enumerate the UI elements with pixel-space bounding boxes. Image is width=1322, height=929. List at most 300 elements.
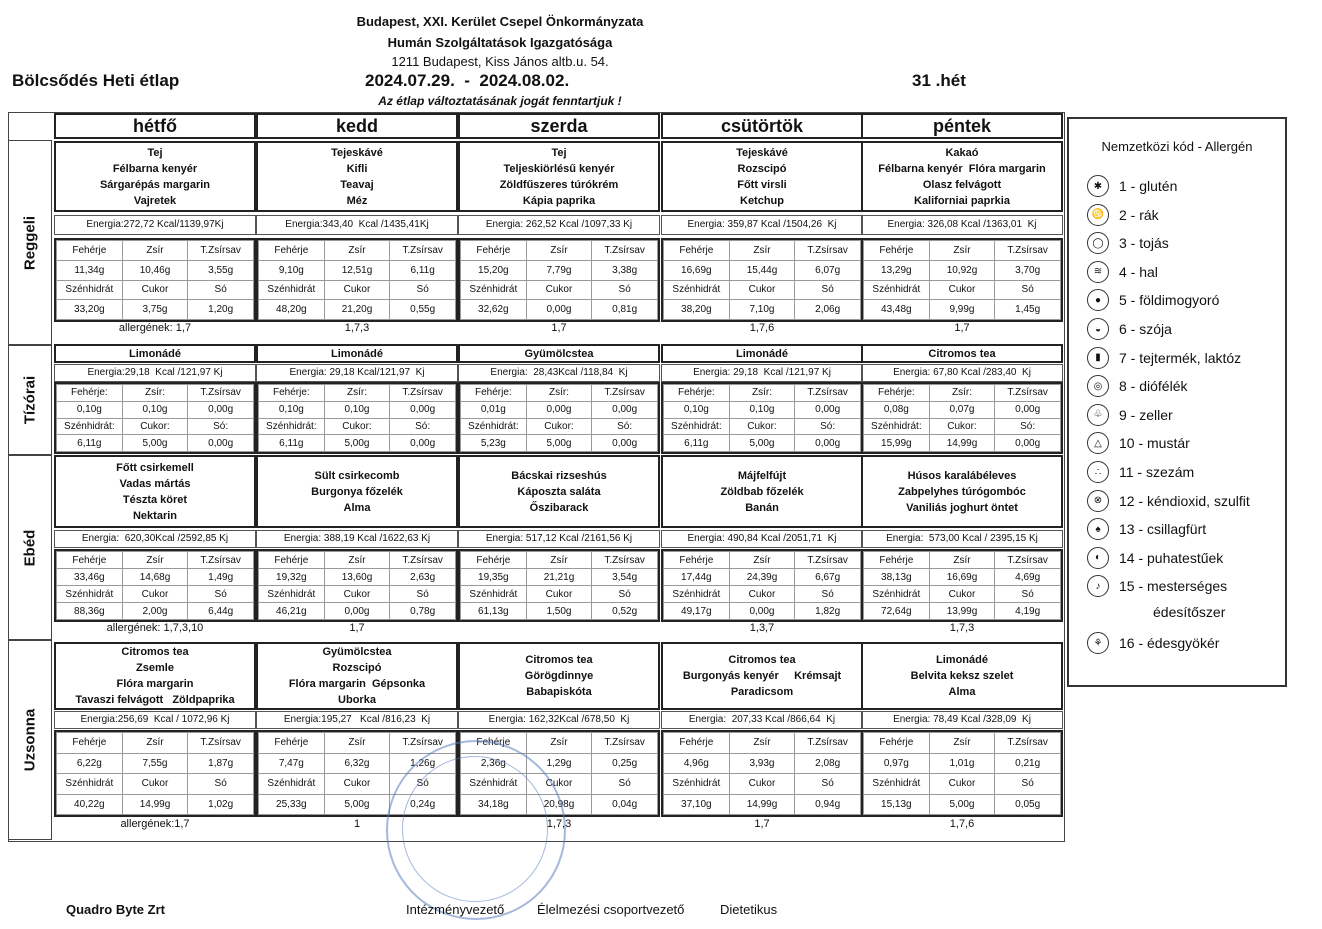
energy-value: Energia:29,18 Kcal /121,97 Kj <box>54 364 256 382</box>
nutrient-value: 2,08g <box>795 753 861 774</box>
nutrient-label: T.Zsírsav <box>995 241 1061 261</box>
nutrient-label: T.Zsírsav <box>188 385 254 402</box>
nutrient-label: Só <box>995 586 1061 603</box>
nutrient-value: 13,99g <box>929 603 995 620</box>
nutrient-label: Zsír <box>122 241 188 261</box>
legend-label-continued: édesítőszer <box>1153 604 1226 620</box>
meal-item: Sárgarépás margarin <box>99 178 211 191</box>
nutrient-label: Szénhidrát: <box>664 418 730 435</box>
nutrient-value: 16,69g <box>664 260 730 280</box>
nutrient-value: 5,00g <box>526 435 592 452</box>
nutrient-value: 2,36g <box>461 753 527 774</box>
meal-item: Tej <box>551 146 567 159</box>
meal-box <box>458 455 660 528</box>
nutrition-table <box>661 730 863 817</box>
nutrient-label: Fehérje <box>259 552 325 569</box>
nutrient-value: 0,00g <box>795 435 861 452</box>
nutrient-label: Cukor: <box>729 418 795 435</box>
energy-value: Energia: 207,33 Kcal /866,64 Kj <box>661 711 863 729</box>
section-tizorai <box>8 345 52 455</box>
nutrient-value: 17,44g <box>664 569 730 586</box>
nutrient-value: 24,39g <box>729 569 795 586</box>
nutrient-label: Cukor <box>526 280 592 300</box>
meal-item: Teavaj <box>340 178 374 191</box>
legend-label: 2 - rák <box>1119 206 1159 223</box>
energy-value: Energia: 162,32Kcal /678,50 Kj <box>458 711 660 729</box>
nutrient-label: Cukor <box>929 774 995 795</box>
nutrient-label: Zsír <box>526 241 592 261</box>
energy-value: Energia: 573,00 Kcal / 2395,15 Kj <box>861 530 1063 548</box>
meal-item: Citromos tea <box>121 646 189 658</box>
energy-value: Energia: 78,49 Kcal /328,09 Kj <box>861 711 1063 729</box>
official-stamp <box>386 740 566 920</box>
nutrient-label: Cukor: <box>324 418 390 435</box>
nutrient-value: 88,36g <box>57 603 123 620</box>
allergen-codes: 1,7,3 <box>949 622 975 634</box>
nutrient-label: Zsír: <box>324 385 390 402</box>
date-range: 2024.07.29. - 2024.08.02. <box>365 71 570 90</box>
nutrient-label: Só <box>592 280 658 300</box>
nutrient-label: Só <box>592 586 658 603</box>
lupin-icon: ♠ <box>1087 518 1109 540</box>
nutrient-value: 6,07g <box>795 260 861 280</box>
nutrient-value: 5,00g <box>729 435 795 452</box>
nutrient-value: 38,20g <box>664 300 730 320</box>
egg-icon: ◯ <box>1087 232 1109 254</box>
legend-label: 15 - mesterséges <box>1119 578 1228 595</box>
nutrient-value: 5,00g <box>122 435 188 452</box>
allergen-codes: 1,7 <box>954 322 970 334</box>
meal-box <box>54 344 256 363</box>
nutrient-label: Zsír <box>929 241 995 261</box>
nutrient-label: T.Zsírsav <box>995 733 1061 754</box>
nutrient-label: Fehérje <box>259 733 325 754</box>
section-label: Tízórai <box>21 375 39 425</box>
meal-item: Zsemle <box>136 662 174 674</box>
nutrient-value: 20,98g <box>526 794 592 815</box>
section-ebed <box>8 455 52 640</box>
legend-label: 1 - glutén <box>1119 178 1178 194</box>
nutrient-label: Só: <box>795 418 861 435</box>
nutrient-label: Cukor <box>122 280 188 300</box>
company-name: Quadro Byte Zrt <box>66 902 165 917</box>
nutrient-value: 0,00g <box>390 401 456 418</box>
nutrient-value: 0,00g <box>526 401 592 418</box>
nutrient-label: Cukor <box>526 774 592 795</box>
nutrient-label: Cukor: <box>122 418 188 435</box>
legend-item <box>1087 175 1177 197</box>
legend-item <box>1087 232 1169 254</box>
energy-value: Energia: 517,12 Kcal /2161,56 Kj <box>458 530 660 548</box>
nutrient-label: Fehérje <box>259 241 325 261</box>
energy-value: Energia: 388,19 Kcal /1622,63 Kj <box>256 530 458 548</box>
nutrient-label: Szénhidrát <box>864 586 930 603</box>
nutrient-value: 3,38g <box>592 260 658 280</box>
nutrient-label: Só <box>795 586 861 603</box>
energy-value: Energia: 28,43Kcal /118,84 Kj <box>458 364 660 382</box>
nutrient-value: 13,29g <box>864 260 930 280</box>
stamp-inner-ring <box>402 756 548 902</box>
nutrient-label: T.Zsírsav <box>592 241 658 261</box>
nutrient-label: Fehérje: <box>461 385 527 402</box>
nutrient-label: Szénhidrát <box>259 280 325 300</box>
nutrition-table <box>661 549 863 622</box>
legend-item <box>1087 204 1159 226</box>
nutrient-label: Só: <box>188 418 254 435</box>
meal-item: Tej <box>147 146 163 159</box>
document-title: Bölcsődés Heti étlap <box>12 71 180 90</box>
org-name-2: Humán Szolgáltatások Igazgatósága <box>387 35 613 50</box>
sulfite-icon: ⊗ <box>1087 490 1109 512</box>
meal-item: Kaliforniai paprkia <box>914 194 1010 207</box>
nutrient-value: 1,29g <box>526 753 592 774</box>
nutrient-label: Zsír <box>122 733 188 754</box>
signature-label-dietitian: Dietetikus <box>720 902 778 917</box>
meal-item: Görögdinnye <box>524 670 594 682</box>
meal-item: Rozscipó <box>737 162 787 175</box>
nutrient-label: Fehérje <box>461 241 527 261</box>
nutrient-value: 10,92g <box>929 260 995 280</box>
nutrient-value: 6,11g <box>259 435 325 452</box>
nutrient-value: 6,22g <box>57 753 123 774</box>
milk-icon: ▮ <box>1087 347 1109 369</box>
nutrient-label: Zsír <box>729 241 795 261</box>
nutrient-value: 1,20g <box>188 300 254 320</box>
nutrient-label: Szénhidrát <box>259 586 325 603</box>
nutrient-label: T.Zsírsav <box>188 552 254 569</box>
nutrient-value: 49,17g <box>664 603 730 620</box>
nutrition-table <box>861 238 1063 322</box>
meal-item: Zabpelyhes túrógombóc <box>898 485 1026 498</box>
nutrient-value: 15,44g <box>729 260 795 280</box>
nutrient-value: 33,46g <box>57 569 123 586</box>
allergen-codes: 1,7,3 <box>546 818 572 830</box>
nutrient-label: T.Zsírsav <box>592 385 658 402</box>
nutrient-label: Szénhidrát <box>864 774 930 795</box>
nutrient-label: Szénhidrát <box>664 586 730 603</box>
nutrition-table <box>661 382 863 454</box>
nutrient-label: T.Zsírsav <box>795 552 861 569</box>
meal-item: Uborka <box>338 694 376 706</box>
sweetener-icon: ♪ <box>1087 575 1109 597</box>
nutrient-label: Szénhidrát <box>461 280 527 300</box>
nutrient-label: Só: <box>592 418 658 435</box>
legend-label: 14 - puhatestűek <box>1119 549 1224 566</box>
meal-item: Félbarna kenyér Flóra margarin <box>878 162 1046 175</box>
nutrient-label: Fehérje <box>664 241 730 261</box>
nutrient-label: Zsír <box>929 733 995 754</box>
nutrient-value: 6,44g <box>188 603 254 620</box>
legend-label: 10 - mustár <box>1119 435 1190 452</box>
nutrient-value: 0,01g <box>461 401 527 418</box>
nutrient-value: 0,10g <box>729 401 795 418</box>
energy-value: Energia:272,72 Kcal/1139,97Kj <box>54 215 256 235</box>
nutrient-label: Zsír: <box>122 385 188 402</box>
section-reggeli <box>8 140 52 345</box>
legend-item <box>1087 261 1158 283</box>
nutrient-value: 5,00g <box>929 794 995 815</box>
nutrient-value: 12,51g <box>324 260 390 280</box>
nutrient-value: 14,99g <box>929 435 995 452</box>
meal-box <box>861 642 1063 710</box>
peanut-icon: ● <box>1087 289 1109 311</box>
fish-icon: ≋ <box>1087 261 1109 283</box>
nutrient-value: 0,00g <box>324 603 390 620</box>
legend-title: Nemzetközi kód - Allergén <box>1101 139 1253 154</box>
allergen-codes: 1,7,6 <box>949 818 975 830</box>
meal-item: Teljeskiörlésű kenyér <box>503 162 615 175</box>
meal-item: Főtt virsli <box>737 178 787 191</box>
meal-item: Nektarin <box>132 509 178 522</box>
nutrient-label: Zsír <box>526 733 592 754</box>
allergen-codes: 1,7,3 <box>344 322 370 334</box>
nutrient-label: Só <box>995 280 1061 300</box>
nutrient-label: Cukor: <box>526 418 592 435</box>
nutrient-value: 21,21g <box>526 569 592 586</box>
nutrient-value: 0,08g <box>864 401 930 418</box>
nutrient-label: Szénhidrát <box>664 280 730 300</box>
allergen-codes <box>458 622 660 636</box>
nutrient-value: 4,96g <box>664 753 730 774</box>
nutrient-value: 9,99g <box>929 300 995 320</box>
nutrient-label: Fehérje: <box>259 385 325 402</box>
nutrition-table <box>256 238 458 322</box>
nutrient-value: 6,32g <box>324 753 390 774</box>
nutrient-value: 1,02g <box>188 794 254 815</box>
meal-box <box>256 344 458 363</box>
meal-item: Citromos tea <box>525 654 593 666</box>
meal-box <box>861 455 1063 528</box>
meal-item: Belvita keksz szelet <box>910 670 1014 682</box>
meal-item: Gyümölcstea <box>322 646 392 658</box>
nutrition-table <box>861 549 1063 622</box>
energy-value: Energia: 359,87 Kcal /1504,26 Kj <box>661 215 863 235</box>
nutrient-label: Só <box>390 280 456 300</box>
nutrient-label: Szénhidrát: <box>259 418 325 435</box>
nutrient-label: Cukor <box>929 586 995 603</box>
nutrient-value: 0,00g <box>592 401 658 418</box>
meal-item: Kifli <box>346 162 368 175</box>
section-label: Reggeli <box>21 215 39 270</box>
nut-icon: ◎ <box>1087 375 1109 397</box>
nutrient-value: 72,64g <box>864 603 930 620</box>
meal-item: Rozscipó <box>332 662 382 674</box>
day-header: szerda <box>458 113 660 139</box>
nutrient-value: 19,32g <box>259 569 325 586</box>
energy-value: Energia: 620,30Kcal /2592,85 Kj <box>54 530 256 548</box>
nutrient-value: 0,10g <box>259 401 325 418</box>
nutrient-label: Szénhidrát <box>664 774 730 795</box>
meal-item: Burgonyás kenyér Krémsajt <box>682 670 842 682</box>
legend-item <box>1087 518 1206 540</box>
nutrient-value: 34,18g <box>461 794 527 815</box>
nutrient-value: 0,00g <box>995 401 1061 418</box>
nutrient-label: T.Zsírsav <box>995 385 1061 402</box>
nutrient-label: Só: <box>390 418 456 435</box>
week-number: 31 .hét <box>912 71 966 90</box>
nutrient-label: Szénhidrát: <box>461 418 527 435</box>
signature-label-director: Intézményvezető <box>406 902 505 917</box>
nutrient-value: 1,87g <box>188 753 254 774</box>
legend-item <box>1087 547 1223 569</box>
crab-icon: ♋ <box>1087 204 1109 226</box>
nutrient-value: 1,26g <box>390 753 456 774</box>
nutrient-label: Só <box>795 280 861 300</box>
nutrient-value: 46,21g <box>259 603 325 620</box>
mustard-icon: △ <box>1087 432 1109 454</box>
meal-item: Alma <box>948 686 976 698</box>
nutrient-value: 1,45g <box>995 300 1061 320</box>
legend-label: 4 - hal <box>1119 263 1158 280</box>
meal-item: Tavaszi felvágott Zöldpaprika <box>75 694 235 706</box>
section-uzsonna <box>8 640 52 840</box>
nutrient-value: 43,48g <box>864 300 930 320</box>
meal-item: Limonádé <box>331 347 383 360</box>
nutrient-value: 0,00g <box>592 435 658 452</box>
legend-item <box>1087 575 1227 597</box>
nutrient-value: 15,13g <box>864 794 930 815</box>
meal-item: Limonádé <box>936 654 988 666</box>
nutrient-value: 0,52g <box>592 603 658 620</box>
nutrient-label: Fehérje <box>461 552 527 569</box>
nutrient-label: Zsír: <box>729 385 795 402</box>
legend-item <box>1087 318 1172 340</box>
nutrition-table <box>54 382 256 454</box>
nutrient-value: 16,69g <box>929 569 995 586</box>
nutrient-label: Só <box>188 774 254 795</box>
nutrient-value: 32,62g <box>461 300 527 320</box>
nutrient-label: T.Zsírsav <box>188 733 254 754</box>
energy-value: Energia: 326,08 Kcal /1363,01 Kj <box>861 215 1063 235</box>
meal-item: Flóra margarin <box>116 678 194 690</box>
nutrient-label: T.Zsírsav <box>795 385 861 402</box>
energy-value: Energia: 490,84 Kcal /2051,71 Kj <box>661 530 863 548</box>
energy-value: Energia:343,40 Kcal /1435,41Kj <box>256 215 458 235</box>
nutrient-label: Só <box>188 280 254 300</box>
legend-label: 5 - földimogyoró <box>1119 292 1220 309</box>
nutrient-label: Fehérje: <box>57 385 123 402</box>
nutrient-value: 2,00g <box>122 603 188 620</box>
nutrient-label: Só <box>795 774 861 795</box>
nutrient-label: T.Zsírsav <box>795 733 861 754</box>
nutrition-table <box>458 382 660 454</box>
meal-item: Májfelfújt <box>737 469 787 482</box>
nutrient-label: Szénhidrát <box>57 586 123 603</box>
nutrient-value: 0,10g <box>664 401 730 418</box>
meal-item: Paradicsom <box>730 686 794 698</box>
energy-value: Energia: 29,18 Kcal/121,97 Kj <box>256 364 458 382</box>
section-label: Ebéd <box>21 529 39 566</box>
section-label: Uzsonna <box>21 708 39 772</box>
nutrient-value: 5,23g <box>461 435 527 452</box>
meal-box <box>458 642 660 710</box>
nutrient-value: 11,34g <box>57 260 123 280</box>
nutrient-label: Zsír <box>729 733 795 754</box>
nutrient-label: T.Zsírsav <box>390 733 456 754</box>
energy-value: Energia: 262,52 Kcal /1097,33 Kj <box>458 215 660 235</box>
meal-item: Bácskai rizseshús <box>511 469 607 482</box>
nutrient-label: T.Zsírsav <box>390 552 456 569</box>
nutrient-label: Cukor <box>729 586 795 603</box>
legend-item <box>1087 347 1241 369</box>
nutrient-label: Cukor <box>122 774 188 795</box>
nutrient-label: Fehérje <box>864 552 930 569</box>
nutrient-label: Cukor <box>324 586 390 603</box>
nutrient-label: Szénhidrát <box>461 586 527 603</box>
legend-label: 3 - tojás <box>1119 235 1169 252</box>
nutrient-value: 3,70g <box>995 260 1061 280</box>
nutrient-label: Szénhidrát: <box>57 418 123 435</box>
nutrient-value: 37,10g <box>664 794 730 815</box>
nutrient-value: 5,00g <box>324 435 390 452</box>
nutrient-label: Zsír <box>324 552 390 569</box>
nutrient-label: Só <box>390 586 456 603</box>
legend-label: 13 - csillagfürt <box>1119 521 1207 538</box>
nutrient-value: 5,00g <box>324 794 390 815</box>
meal-item: Zöldfűszeres túrókrém <box>499 178 619 191</box>
nutrient-value: 1,49g <box>188 569 254 586</box>
meal-item: Ketchup <box>740 194 784 207</box>
legend-label: 9 - zeller <box>1119 406 1173 423</box>
nutrient-value: 61,13g <box>461 603 527 620</box>
soy-icon: ◒ <box>1087 318 1109 340</box>
nutrient-value: 0,55g <box>390 300 456 320</box>
legend-label: 12 - kéndioxid, szulfit <box>1119 492 1250 509</box>
meal-item: Zöldbab főzelék <box>720 485 804 498</box>
legend-item <box>1087 632 1219 654</box>
org-name-1: Budapest, XXI. Kerület Csepel Önkormányzata <box>356 14 644 29</box>
nutrient-value: 38,13g <box>864 569 930 586</box>
nutrient-label: Fehérje <box>864 733 930 754</box>
nutrient-label: Cukor <box>929 280 995 300</box>
nutrient-value: 0,04g <box>592 794 658 815</box>
nutrient-value: 3,75g <box>122 300 188 320</box>
nutrient-label: Cukor <box>122 586 188 603</box>
allergen-codes: 1,3,7 <box>749 622 775 634</box>
meal-box <box>256 141 458 212</box>
nutrient-label: Fehérje <box>57 552 123 569</box>
mollusc-icon: ◐ <box>1087 547 1109 569</box>
nutrition-table <box>54 238 256 322</box>
meal-box <box>661 642 863 710</box>
nutrient-value: 2,06g <box>795 300 861 320</box>
nutrient-label: Zsír <box>929 552 995 569</box>
allergen-codes: allergének:1,7 <box>120 818 190 830</box>
nutrient-label: Zsír <box>729 552 795 569</box>
nutrient-label: Szénhidrát: <box>864 418 930 435</box>
nutrient-label: Só <box>592 774 658 795</box>
nutrient-label: Fehérje: <box>664 385 730 402</box>
legend-item <box>1087 289 1219 311</box>
meal-box <box>661 455 863 528</box>
nutrient-value: 15,99g <box>864 435 930 452</box>
nutrient-label: Zsír: <box>929 385 995 402</box>
nutrient-value: 14,99g <box>729 794 795 815</box>
nutrient-label: Cukor <box>729 280 795 300</box>
nutrient-label: Cukor <box>729 774 795 795</box>
meal-box <box>458 141 660 212</box>
nutrient-label: T.Zsírsav <box>995 552 1061 569</box>
day-header: péntek <box>861 113 1063 139</box>
nutrient-value: 0,10g <box>324 401 390 418</box>
nutrient-label: Szénhidrát <box>864 280 930 300</box>
meal-box <box>54 642 256 710</box>
nutrient-value: 6,67g <box>795 569 861 586</box>
nutrient-label: Fehérje <box>57 733 123 754</box>
nutrient-label: Cukor <box>526 586 592 603</box>
allergen-codes: 1 <box>353 818 361 830</box>
meal-item: Tejeskávé <box>736 146 788 159</box>
